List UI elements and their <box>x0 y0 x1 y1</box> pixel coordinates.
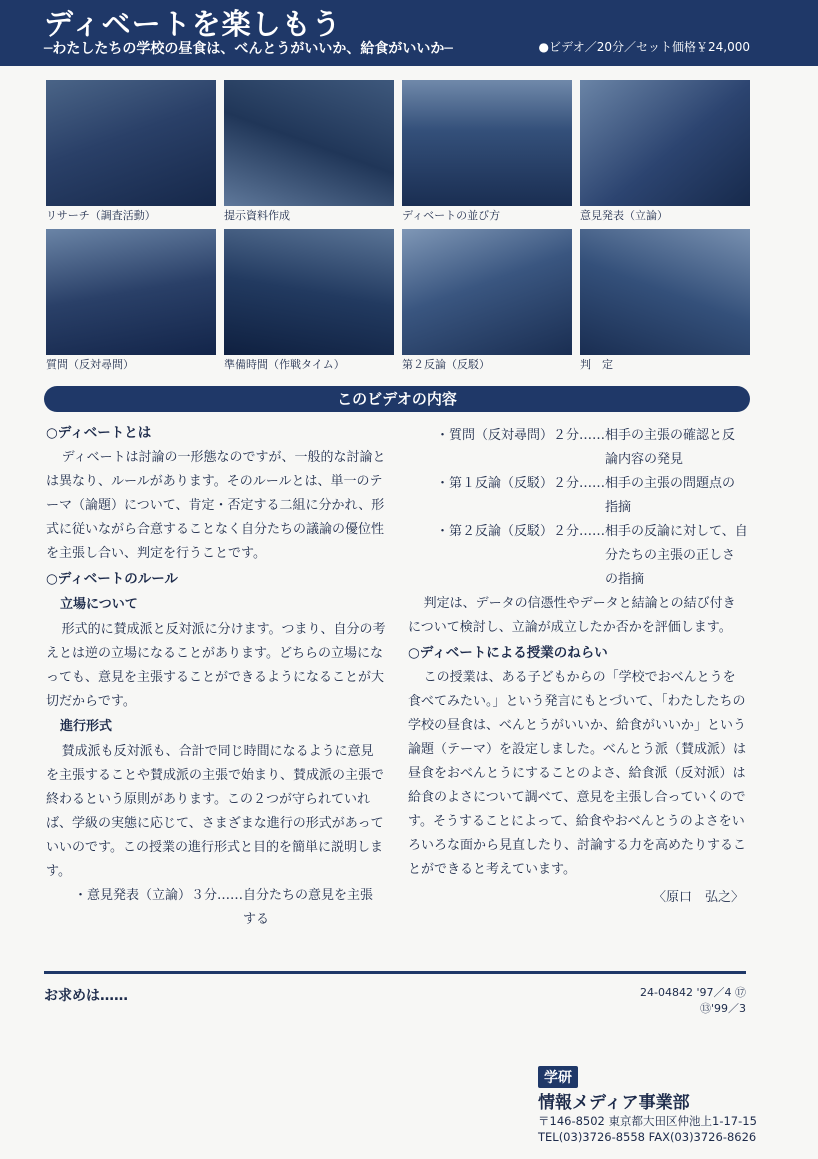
paragraph-debate-definition: ディベートは討論の一形態なのですが、一般的な討論とは異なり、ルールがあります。そのルールとは、単一のテーマ（論題）について、肯定・否定する二組に分かれ、形式に従いながら合意することなく自分たちの議論の優位性を主張し合い、判定を行うことです。 <box>46 450 386 561</box>
page-title: ディベートを楽しもう <box>44 7 342 41</box>
department-name: 情報メディア事業部 <box>538 1093 690 1113</box>
photo-caption: 第２反論（反駁） <box>402 358 490 371</box>
photo-constructive-speech <box>580 80 750 206</box>
photo-caption: リサーチ（調査活動） <box>46 209 156 222</box>
catalog-code-line: 24-04842 '97／4 ⑰ <box>640 986 746 999</box>
paragraph-progression: 賛成派も反対派も、合計で同じ時間になるように意見を主張することや賛成派の主張で始まり、賛成派の主張で終わるという原則があります。この２つが守られていれば、学級の実態に応じて、さまざまな進行の形式があっていいのです。この授業の進行形式と目的を簡単に説明します。 <box>46 744 385 879</box>
section-heading-rules: ○ディベートのルール <box>46 571 178 587</box>
photo-caption: 意見発表（立論） <box>580 209 668 222</box>
right-column <box>408 424 748 910</box>
catalog-code-line: ⑬'99／3 <box>699 1002 746 1015</box>
list-item <box>408 520 748 592</box>
page-subtitle: ─わたしたちの学校の昼食は、べんとうがいいか、給食がいいか─ <box>44 41 453 57</box>
photo-caption: 質問（反対尋問） <box>46 358 134 371</box>
list-item <box>46 884 386 932</box>
photo-caption: ディベートの並び方 <box>402 209 501 222</box>
photo-judgement <box>580 229 750 355</box>
list-item <box>408 424 748 472</box>
list-item <box>408 472 748 520</box>
bullet-body: 自分たちの意見を主張する <box>243 888 374 927</box>
address-line: 〒146-8502 東京都大田区仲池上1-17-15 <box>538 1114 757 1128</box>
bullet-head: ・第１反論（反駁）２分…… <box>436 476 606 491</box>
phone-line: TEL(03)3726-8558 FAX(03)3726-8626 <box>538 1130 757 1144</box>
photo-cross-examination <box>46 229 216 355</box>
order-label: お求めは…… <box>44 988 128 1004</box>
section-banner: このビデオの内容 <box>44 386 750 412</box>
bullet-body: 相手の反論に対して、自分たちの主張の正しさの指摘 <box>605 524 748 587</box>
bullet-body: 相手の主張の確認と反論内容の発見 <box>605 428 736 467</box>
paragraph-aim: この授業は、ある子どもからの「学校でおべんとうを食べてみたい。」という発言にもとづいて、「わたしたちの学校の昼食は、べんとうがいいか、給食がいいか」という論題（テーマ）を設定しました。べんとう派（賛成派）は昼食をおべんとうにすることのよさ、給食派（反対派）は給食のよさについて調べて、意見を主張し合っていくのです。そうすることによって、給食やおべんとうのよさをいろいろな面から見直したり、討論する力を高めたりすることができると考えています。 <box>408 670 747 877</box>
subheading-progression: 進行形式 <box>60 719 113 734</box>
header-bar <box>0 0 818 66</box>
subheading-position: 立場について <box>60 597 138 612</box>
bullet-head: ・第２反論（反駁）２分…… <box>436 524 606 539</box>
photo-debate-layout <box>402 80 572 206</box>
catalog-code <box>640 985 746 1017</box>
photo-caption: 提示資料作成 <box>224 209 290 222</box>
bullet-head: ・質問（反対尋問）２分…… <box>436 428 606 443</box>
footer-divider <box>44 971 746 974</box>
photo-research <box>46 80 216 206</box>
photo-caption: 準備時間（作戦タイム） <box>224 358 345 371</box>
photo-second-rebuttal <box>402 229 572 355</box>
section-heading-debate: ○ディベートとは <box>46 425 152 441</box>
photo-caption: 判 定 <box>580 358 613 371</box>
left-column <box>46 420 386 932</box>
contact-info <box>538 1113 757 1145</box>
bullet-body: 相手の主張の問題点の指摘 <box>605 476 736 515</box>
bullet-head: ・意見発表（立論）３分…… <box>74 888 244 903</box>
publisher-logo: 学研 <box>538 1066 578 1088</box>
author-name: 〈原口 弘之〉 <box>652 890 744 905</box>
paragraph-judgement: 判定は、データの信憑性やデータと結論との結び付きについて検討し、立論が成立したか否かを評価します。 <box>408 596 736 635</box>
section-heading-aim: ○ディベートによる授業のねらい <box>408 645 608 661</box>
price-info: ●ビデオ／20分／セット価格￥24,000 <box>538 40 750 54</box>
photo-material-making <box>224 80 394 206</box>
photo-preparation-time <box>224 229 394 355</box>
paragraph-position: 形式的に賛成派と反対派に分けます。つまり、自分の考えとは逆の立場になることがあります。どちらの立場になっても、意見を主張することができるようになることが大切だからです。 <box>46 622 386 709</box>
